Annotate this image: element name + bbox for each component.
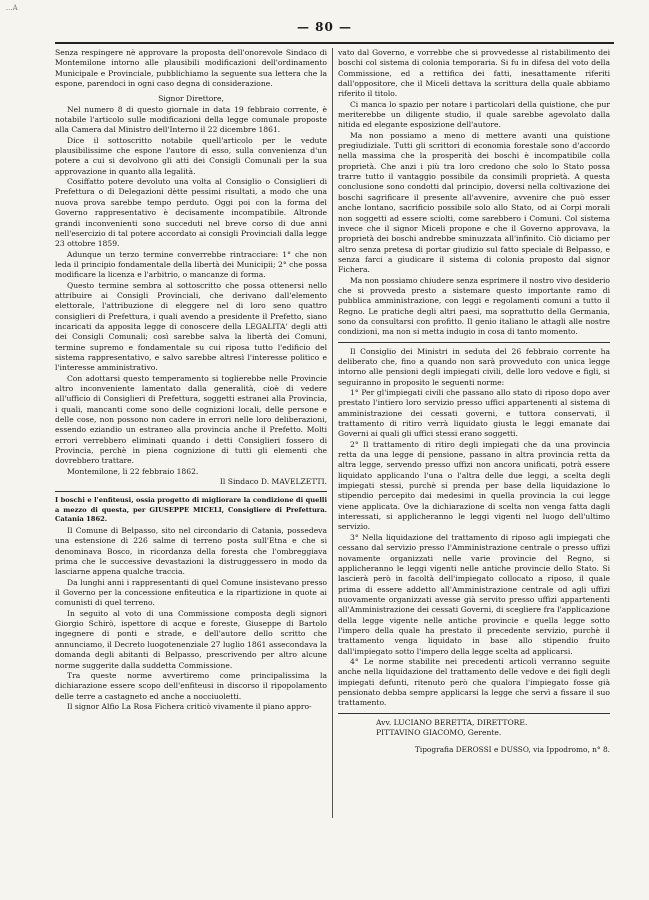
paragraph: vato dal Governo, e vorrebbe che si provvedesse al ristabilimento dei boschi col sistema di colonia temporaria. Si fu in difesa del voto della Commissione, ed a rettifica dei fatti, inesattamente riferiti dall'oppositore, che il Miceli dettava la scrittura della quale abbiamo riferito il titolo.	[338, 48, 610, 99]
paragraph: 4° Le norme stabilite nei precedenti articoli verranno seguite anche nella liquidazione del trattamento delle vedove e dei figli degli impiegati defunti, ritenuto però che qualora l'impiegato fosse già pensionato debba sempre applicarsi la legge che servì a fissare il suo trattamento.	[338, 656, 610, 708]
paragraph: Adunque un terzo termine converrebbe rintracciare: 1° che non leda il principio fondamentale della libertà dei Municipii; 2° che possa modificare la licenza e l'arbitrio, o mancanze di forma.	[55, 249, 327, 280]
paragraph: Il Consiglio dei Ministri in seduta del 26 febbraio corrente ha deliberato che, fino a quando non sarà provveduto con unica legge intorno alle pensioni degli impiegati civili, delle loro vedove e figli, si seguiranno in proposito le seguenti norme:	[338, 346, 610, 387]
paragraph: In seguito al voto di una Commissione composta degli signori Giorgio Schirò, ispettore di acque e foreste, Giuseppe di Bartolo ingegnere di ponti e strade, e dell'autore dello scritto che annunciamo, il Decreto luogotenenziale 27 luglio 1861 assecondava la domanda degli abitanti di Belpasso, prescrivendo per altro alcune norme suggerite dalla suddetta Commissione.	[55, 608, 327, 670]
signature: Il Sindaco D. MAVELZETTI.	[219, 477, 327, 487]
divider	[55, 491, 327, 492]
paragraph: Questo termine sembra al sottoscritto che possa ottenersi nello attribuire ai Consigli Provinciali, che derivano dall'elemento elettorale, l'attribuzione di eleggere nel di loro seno quattro consiglieri di Prefettura, i quali avendo a presidente il Prefetto, siano incaricati da apposita legge di conoscere della LEGALITA' degli atti dei Consigli Comunali; così sarebbe salva la libertà dei Comuni, termine supremo e fondamentale su cui riposa tutto l'edificio del sistema rappresentativo, e salvo sarebbe altresì l'interesse politico e l'interesse amministrativo.	[55, 280, 327, 373]
divider	[338, 713, 610, 714]
paragraph: Ma non possiamo a meno di mettere avanti una quistione pregiudiziale. Tutti gli scrittori di economia forestale sono d'accordo nella massima che la prosperità dei boschi è incompatibile colla proprietà. Che anzi i più tra loro credono che solo lo Stato possa trarre tutto il vantaggio possibile da consimili proprietà. A questa conclusione sono condotti dal principio, doversi nella coltivazione dei boschi sagrificare il presente all'avvenire, avvenire che può esser anche lontano, sacrificio possibile solo allo Stato, od ai Corpi morali non soggetti ad essere sciolti, come sarebbero i Comuni. Col sistema invece che il signor Miceli propone e che il Governo approvava, la proprietà dei boschi andrebbe sminuzzata all'infinito. Ciò diciamo per altro senza pretesa di portar giudizio sul fatto speciale di Belpasso, e senza farci a giudicare il sistema di colonia proposto dal signor Fichera.	[338, 130, 610, 275]
paragraph: 3° Nella liquidazione del trattamento di riposo agli impiegati che cessano dal servizio presso l'Amministrazione centrale o presso uffizi novamente organizzati nelle varie provincie del Regno, si applicheranno le leggi vigenti nelle antiche provincie dello Stato. Si lascierà però in facoltà dell'impiegato collocato a riposo, il quale prima di essere addetto all'Amministrazione centrale od agli uffizi nuovamente organizzati avesse già servito presso uffizi appartenenti all'Amministrazione dei cessati Governi, di scegliere fra l'applicazione della legge vigente nelle antiche provincie e quella legge sotto l'impero della quale ha prestato il precedente servizio, purchè il trattamento venga liquidato in base allo stipendio fruito dall'impiegato sotto l'impero della legge scelta ad applicarsi.	[338, 532, 610, 656]
header-rule	[55, 42, 614, 44]
paragraph: Cosiffatto potere devoluto una volta al Consiglio o Consiglieri di Prefettura o di Delegazioni dètte pessimi risultati, a modo che una nuova prova sarebbe tempo perduto. Oggi poi con la forma del Governo rappresentativo è decisamente incompatibile. Altronde grandi inconvenienti sono succeduti nel breve corso di due anni nell'esercizio di tal potere accordato ai consigli Provinciali dalla legge 23 ottobre 1859.	[55, 177, 327, 249]
page-number: — 80 —	[296, 20, 353, 34]
paragraph: 2° Il trattamento di ritiro degli impiegati che da una provincia retta da una legge di pensione, passano in altra provincia retta da altra legge, servendo presso uffizi non ancora unificati, potrà essere liquidato applicando l'una o l'altra delle due leggi, a scelta degli impiegati stessi, purchè si prenda per base della liquidazione lo stipendio percepito dai medesimi in quella provincia la cui legge viene applicata. Ove la dichiarazione di scelta non venga fatta dagli interessati, si applicheranno le leggi vigenti nel luogo dell'ultimo servizio.	[338, 439, 610, 532]
paragraph: 1° Per gl'impiegati civili che passano allo stato di riposo dopo aver prestato l'intiero loro servizio presso uffici appartenenti al sistema di amministrazione dei cessati governi, e tuttora conservati, il trattamento di ritiro verrà liquidato giusta le leggi emanate dai Governi ai quali gli uffici stessi erano soggetti.	[338, 388, 610, 439]
dateline: Montemilone, li 22 febbraio 1862.	[67, 466, 199, 476]
article-heading: I boschi e l'enfiteusi, ossia progetto di migliorare la condizione di quelli a mezzo di questa, per GIUSEPPE MICELI, Consigliere di Prefettura. Catania 1862.	[55, 496, 327, 523]
paragraph: Ma non possiamo chiudere senza esprimere il nostro vivo desiderio che si provveda presto a sistemare questo importante ramo di pubblica amministrazione, con leggi e regolamenti comuni a tutto il Regno. Le pratiche degli altri paesi, ma soprattutto della Germania, sono da consultarsi con profitto. Il genio italiano le attagli alle nostre condizioni, ma non si metta indugio in cosa di tanto momento.	[338, 275, 610, 337]
intro-paragraph: Senza respingere nè approvare la proposta dell'onorevole Sindaco di Montemilone intorno alle plausibili modificazioni dell'ordinamento Municipale e Provinciale, pubblichiamo la seguente sua lettera che la espone, parendoci in ogni caso degna di considerazione.	[55, 48, 327, 89]
salutation: Signor Direttore,	[158, 94, 224, 104]
paragraph: Da lunghi anni i rappresentanti di quel Comune insistevano presso il Governo per la concessione enfiteutica e la ripartizione in quote ai comunisti di quel terreno.	[55, 577, 327, 608]
paragraph: Tra queste norme avvertiremo come principalissima la dichiarazione essere scopo dell'enfiteusi in discorso il ripopolamento delle terre a castagneto ed anche a nocciuoletti.	[55, 670, 327, 701]
left-column	[55, 48, 327, 712]
column-separator	[332, 48, 333, 818]
divider	[338, 342, 610, 343]
paragraph: Nel numero 8 di questo giornale in data 19 febbraio corrente, è notabile l'articolo sulle modificazioni della legge comunale proposte alla Camera dal Ministro dell'Interno il 22 dicembre 1861.	[55, 104, 327, 135]
paragraph: Ci manca lo spazio per notare i particolari della quistione, che pur meriterebbe un diligente studio, il quale sarebbe agevolato dalla nitida ed elegante esposizione dell'autore.	[338, 99, 610, 130]
right-column	[338, 48, 610, 755]
paragraph: Il Comune di Belpasso, sito nel circondario di Catania, possedeva una estensione di 226 salme di terreno posta sull'Etna e che si denominava Bosco, in ricordanza della foresta che l'ombreggiava prima che le successive devastazioni la distruggessero in modo da lasciarne appena qualche traccia.	[55, 526, 327, 577]
paragraph: Con adottarsi questo temperamento si toglierebbe nelle Provincie altro inconveniente lamentato dalla generalità, cioè di vedere all'ufficio di Consiglieri di Prefettura, soggetti estranei alla Provincia, i quali, mancanti come sono delle cognizioni locali, delle persone e delle cose, non possono non cadere in errori nelle loro deliberazioni, essendo eziandio un estraneo alla provincia anche il Prefetto. Molti errori verrebbero eliminati quando i detti Consiglieri fossero di Provincia, perchè in piena cognizione di tutti gli elementi che dovrebbero trattare.	[55, 373, 327, 466]
paragraph: Dice il sottoscritto notabile quell'articolo per le vedute plausibilissime che espone l'autore di esso, sulla convenienza d'un potere a cui si devolvono gli atti dei Consigli Comunali per la sua approvazione in quanto alla legalità.	[55, 135, 327, 176]
corner-mark: ...A	[6, 4, 18, 12]
director-credit: Avv. LUCIANO BERETTA, DIRETTORE.	[376, 717, 528, 727]
printer-credit: Tipografia DEROSSI e DUSSO, via Ippodromo, n° 8.	[414, 744, 610, 754]
manager-credit: PITTAVINO GIACOMO, Gerente.	[376, 728, 502, 738]
paragraph: Il signor Alfio La Rosa Fichera criticò vivamente il piano appro-	[67, 701, 312, 711]
